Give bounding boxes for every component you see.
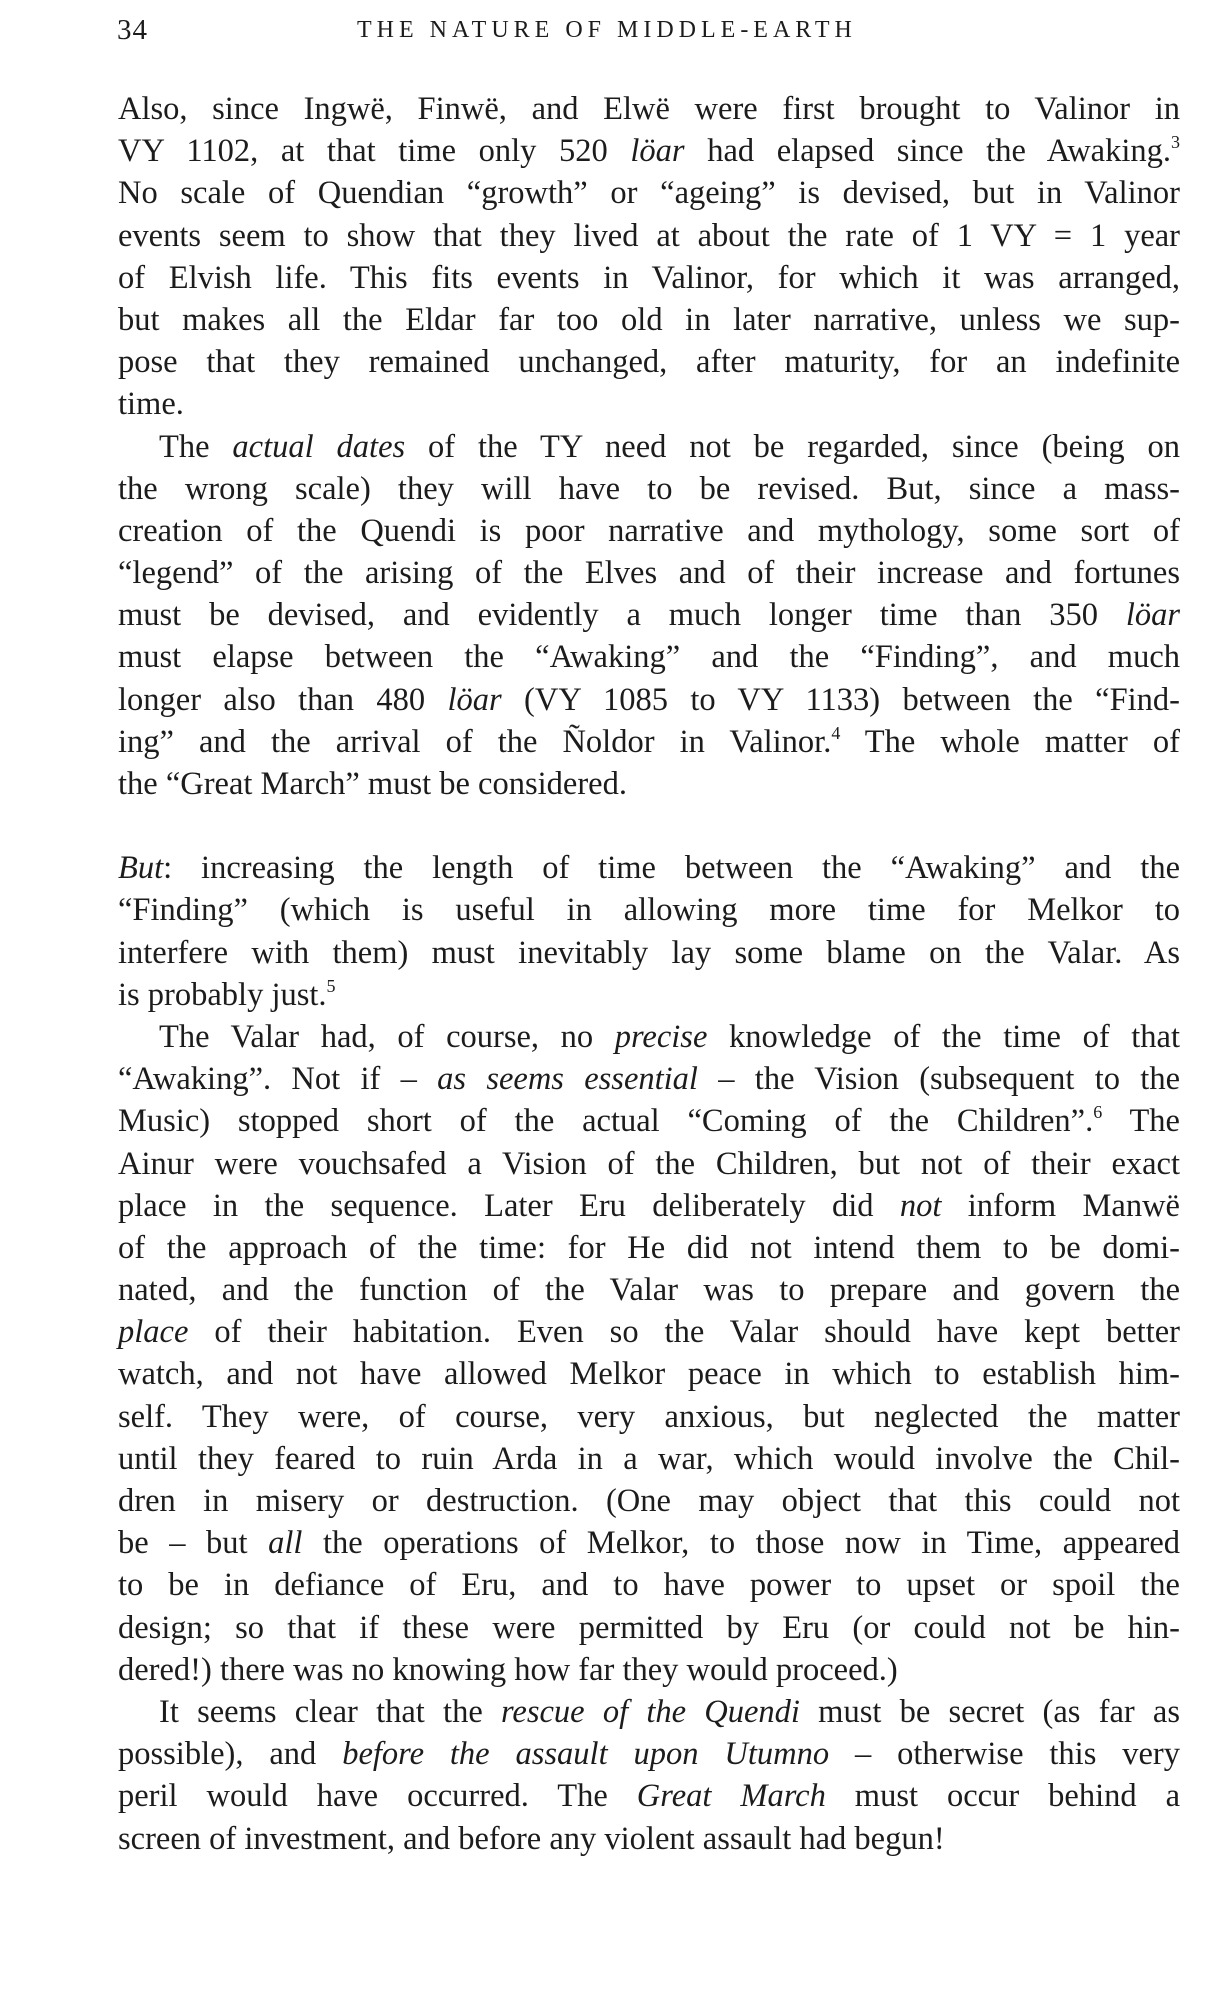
text-segment: “legend” of the arising of the Elves and of their increase and fortunes [118,555,1180,592]
text-line [118,1733,1180,1775]
text-segment: the “Great March” must be considered. [118,766,627,802]
text-line [118,299,1180,341]
footnote-marker: 3 [1171,132,1180,153]
text-segment: ing” and the arrival of the Ñoldor in Valinor. [118,723,832,760]
paragraph-1 [118,88,1180,426]
text-segment: “Awaking”. Not if – [118,1061,438,1098]
italic-text: actual dates [232,428,406,465]
paragraph-3 [118,847,1180,1016]
text-segment: possible), and [118,1736,343,1773]
text-segment: must occur behind a [825,1778,1180,1815]
italic-text: löar [1125,597,1180,634]
text-segment: inform Manwë [941,1187,1180,1224]
text-segment: nated, and the function of the Valar was to prepare and govern the [118,1272,1180,1309]
footnote-marker: 4 [831,722,841,743]
text-segment: screen of investment, and before any violent assault had begun! [118,1820,945,1857]
text-segment: The [159,428,233,465]
text-line [118,1396,1180,1438]
italic-text: löar [447,681,502,718]
italic-text: not [899,1187,942,1224]
text-segment: of the approach of the time: for He did not intend them to be domi- [118,1229,1180,1266]
text-segment: Also, since Ingwë, Finwë, and Elwë were first brought to Valinor in [118,91,1180,127]
footnote-marker: 5 [326,975,336,996]
text-segment: Ainur were vouchsafed a Vision of the Children, but not of their exact [118,1145,1180,1182]
text-line [118,1143,1180,1185]
text-line [118,552,1180,594]
text-segment: – otherwise this very [829,1736,1180,1773]
text-segment: must elapse between the “Awaking” and the “Finding”, and much [118,639,1180,676]
text-line [118,1227,1180,1269]
text-line [118,1058,1180,1100]
text-segment: events seem to show that they lived at about the rate of 1 VY = 1 year [118,217,1180,254]
text-segment: : increasing the length of time between the “Awaking” and the [163,850,1180,887]
text-line [118,1269,1180,1311]
paragraph-5 [118,1691,1180,1860]
italic-text: Great March [636,1778,826,1815]
text-segment: design; so that if these were permitted by Eru (or could not be hin- [118,1609,1180,1646]
italic-text: löar [630,133,685,170]
text-segment: pose that they remained unchanged, after maturity, for an indefinite [118,344,1180,381]
body-text [118,88,1180,1860]
text-segment: is probably just. [118,976,327,1013]
text-segment: It seems clear that the [159,1693,501,1730]
text-segment: to be in defiance of Eru, and to have power to upset or spoil the [118,1567,1180,1604]
italic-text: place [118,1314,189,1351]
text-line [118,1185,1180,1227]
italic-text: But [118,850,164,887]
text-segment: had elapsed since the Awaking. [684,133,1171,170]
text-line [118,1016,1180,1058]
text-line [118,383,1180,425]
text-segment: – the Vision (subsequent to the [697,1061,1181,1098]
text-segment: self. They were, of course, very anxious, but neglected the matter [118,1398,1180,1435]
text-line [118,889,1180,931]
text-line [118,1311,1180,1353]
paragraph-2 [118,426,1180,806]
text-line [118,88,1180,130]
text-segment: peril would have occurred. The [118,1778,637,1815]
text-segment: the wrong scale) they will have to be revised. But, since a mass- [118,470,1180,507]
text-segment: longer also than 480 [118,681,448,718]
text-line [118,679,1180,721]
text-segment: but makes all the Eldar far too old in later narrative, unless we sup- [118,301,1180,338]
text-line [118,1649,1180,1691]
text-line [118,974,1180,1016]
text-segment: must be devised, and evidently a much longer time than 350 [118,597,1126,634]
text-line [118,510,1180,552]
italic-text: as seems essential [437,1061,698,1098]
text-line [118,130,1180,172]
text-segment: dren in misery or destruction. (One may object that this could not [118,1483,1180,1519]
text-line [118,721,1180,763]
text-segment: creation of the Quendi is poor narrative and mythology, some sort of [118,512,1180,549]
text-line [118,341,1180,383]
text-line [118,1522,1180,1564]
text-line [118,847,1180,889]
text-line [118,172,1180,214]
text-segment: dered!) there was no knowing how far they would proceed.) [118,1651,898,1688]
text-segment: The Valar had, of course, no [159,1018,615,1055]
text-line [118,1353,1180,1395]
text-segment: “Finding” (which is useful in allowing more time for Melkor to [118,892,1180,929]
text-segment: time. [118,386,184,423]
page-number: 34 [117,14,148,46]
text-segment: of the TY need not be regarded, since (being on [405,428,1180,465]
text-line [118,257,1180,299]
text-segment: of their habitation. Even so the Valar should have kept better [188,1314,1180,1351]
text-segment: of Elvish life. This fits events in Valinor, for which it was arranged, [118,259,1180,296]
text-line [118,468,1180,510]
text-line [118,1818,1180,1860]
text-segment: place in the sequence. Later Eru deliberately did [118,1187,900,1224]
text-segment: VY 1102, at that time only 520 [118,133,631,170]
text-line [118,763,1180,805]
text-segment: (VY 1085 to VY 1133) between the “Find- [501,681,1180,718]
text-segment: be – but [118,1525,269,1562]
text-segment: The [1102,1103,1180,1140]
italic-text: precise [614,1018,708,1055]
text-line [118,1564,1180,1606]
text-segment: Music) stopped short of the actual “Coming of the Children”. [118,1103,1094,1140]
italic-text: before the assault upon Utumno [342,1736,830,1773]
text-line [118,1438,1180,1480]
text-line [118,1691,1180,1733]
italic-text: all [268,1525,303,1562]
text-line [118,594,1180,636]
paragraph-4 [118,1016,1180,1691]
italic-text: rescue of the Quendi [500,1693,800,1730]
text-line [118,636,1180,678]
section-break [118,805,1180,847]
text-segment: knowledge of the time of that [707,1018,1180,1055]
text-segment: No scale of Quendian “growth” or “ageing” is devised, but in Valinor [118,175,1180,212]
text-line [118,1480,1180,1522]
text-segment: watch, and not have allowed Melkor peace in which to establish him- [118,1356,1180,1393]
text-segment: the operations of Melkor, to those now in Time, appeared [302,1525,1180,1562]
text-segment: until they feared to ruin Arda in a war, which would involve the Chil- [118,1440,1180,1477]
text-line [118,1607,1180,1649]
text-line [118,932,1180,974]
running-head: THE NATURE OF MIDDLE-EARTH [357,17,857,43]
text-segment: interfere with them) must inevitably lay some blame on the Valar. As [118,934,1180,971]
text-line [118,1775,1180,1817]
text-segment: must be secret (as far as [799,1693,1181,1730]
text-line [118,215,1180,257]
text-line [118,426,1180,468]
text-line [118,1100,1180,1142]
text-segment: The whole matter of [840,723,1180,760]
footnote-marker: 6 [1093,1102,1103,1123]
